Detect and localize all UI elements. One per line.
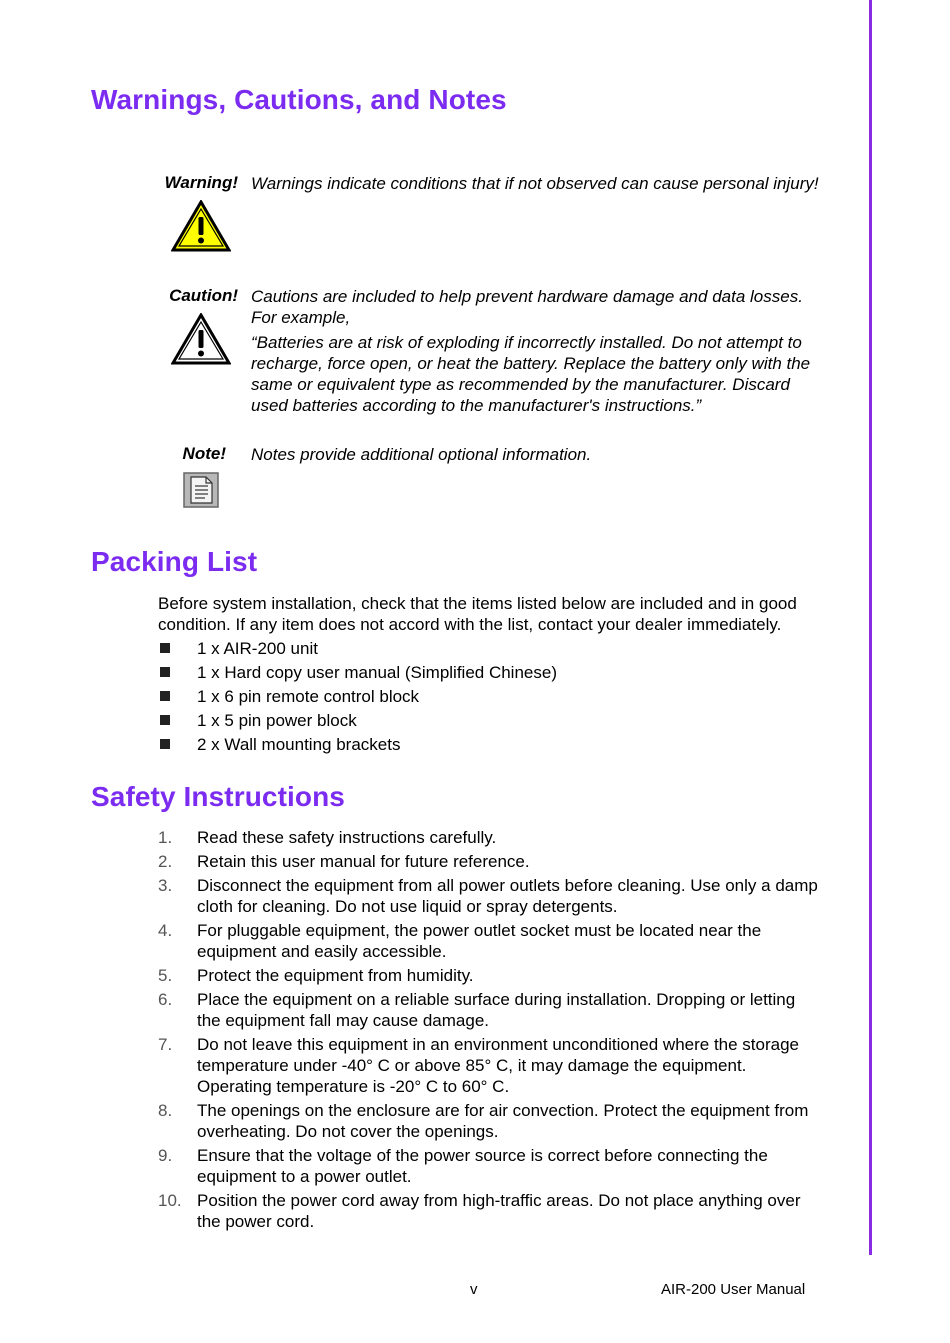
list-item: 9. Ensure that the voltage of the power source is correct before connecting the equipment to a power outlet. xyxy=(158,1146,768,1186)
warning-label: Warning! xyxy=(164,173,238,192)
caution-text: Cautions are included to help prevent hardware damage and data losses. For example, xyxy=(251,287,803,327)
note-label: Note! xyxy=(182,444,226,463)
square-bullet-icon xyxy=(160,715,170,725)
list-item: 2. Retain this user manual for future reference. xyxy=(158,852,530,871)
warning-text: Warnings indicate conditions that if not observed can cause personal injury! xyxy=(251,174,819,193)
section-heading-warnings: Warnings, Cautions, and Notes xyxy=(91,84,507,115)
list-item: 8. The openings on the enclosure are for air convection. Protect the equipment from overheating. Do not cover the openings. xyxy=(158,1101,809,1141)
list-item: 3. Disconnect the equipment from all power outlets before cleaning. Use only a damp cloth for cleaning. Do not use liquid or spray detergents. xyxy=(158,876,818,916)
safety-list xyxy=(158,827,822,1235)
square-bullet-icon xyxy=(160,739,170,749)
packing-list xyxy=(158,638,557,758)
page-number: v xyxy=(470,1281,478,1298)
list-item: 1 x Hard copy user manual (Simplified Chinese) xyxy=(158,662,557,686)
list-item: 1 x 5 pin power block xyxy=(158,710,557,734)
section-heading-safety-instructions: Safety Instructions xyxy=(91,781,345,812)
caution-label: Caution! xyxy=(169,286,238,305)
note-text: Notes provide additional optional information. xyxy=(251,445,592,464)
square-bullet-icon xyxy=(160,667,170,677)
warning-triangle-icon xyxy=(171,200,231,252)
page-margin-rule xyxy=(869,0,872,1255)
list-item: 1 x 6 pin remote control block xyxy=(158,686,557,710)
caution-quote: “Batteries are at risk of exploding if incorrectly installed. Do not attempt to recharge, force open, or heat the battery. Replace the battery only with the same or equivalent type as recommended by the manufacturer. Discard used batteries according to the manufacturer's instructions.” xyxy=(251,333,811,415)
square-bullet-icon xyxy=(160,643,170,653)
caution-triangle-icon xyxy=(171,313,231,365)
list-item: 4. For pluggable equipment, the power outlet socket must be located near the equipment and easily accessible. xyxy=(158,921,762,961)
list-item: 1. Read these safety instructions carefully. xyxy=(158,828,497,847)
note-document-icon xyxy=(183,472,219,508)
list-item: 7. Do not leave this equipment in an environment unconditioned where the storage temperature under -40° C or above 85° C, it may damage the equipment. Operating temperature is -20° C to 60° C. xyxy=(158,1035,799,1096)
square-bullet-icon xyxy=(160,691,170,701)
list-item: 5. Protect the equipment from humidity. xyxy=(158,966,474,985)
packing-intro: Before system installation, check that the items listed below are included and in good condition. If any item does not accord with the list, contact your dealer immediately. xyxy=(158,594,797,634)
footer-manual-title: AIR-200 User Manual xyxy=(661,1281,806,1298)
list-item: 6. Place the equipment on a reliable surface during installation. Dropping or letting the equipment fall may cause damage. xyxy=(158,990,796,1030)
list-item: 10. Position the power cord away from high-traffic areas. Do not place anything over the power cord. xyxy=(158,1191,801,1231)
section-heading-packing-list: Packing List xyxy=(91,546,258,577)
list-item: 2 x Wall mounting brackets xyxy=(158,734,557,758)
list-item: 1 x AIR-200 unit xyxy=(158,638,557,662)
